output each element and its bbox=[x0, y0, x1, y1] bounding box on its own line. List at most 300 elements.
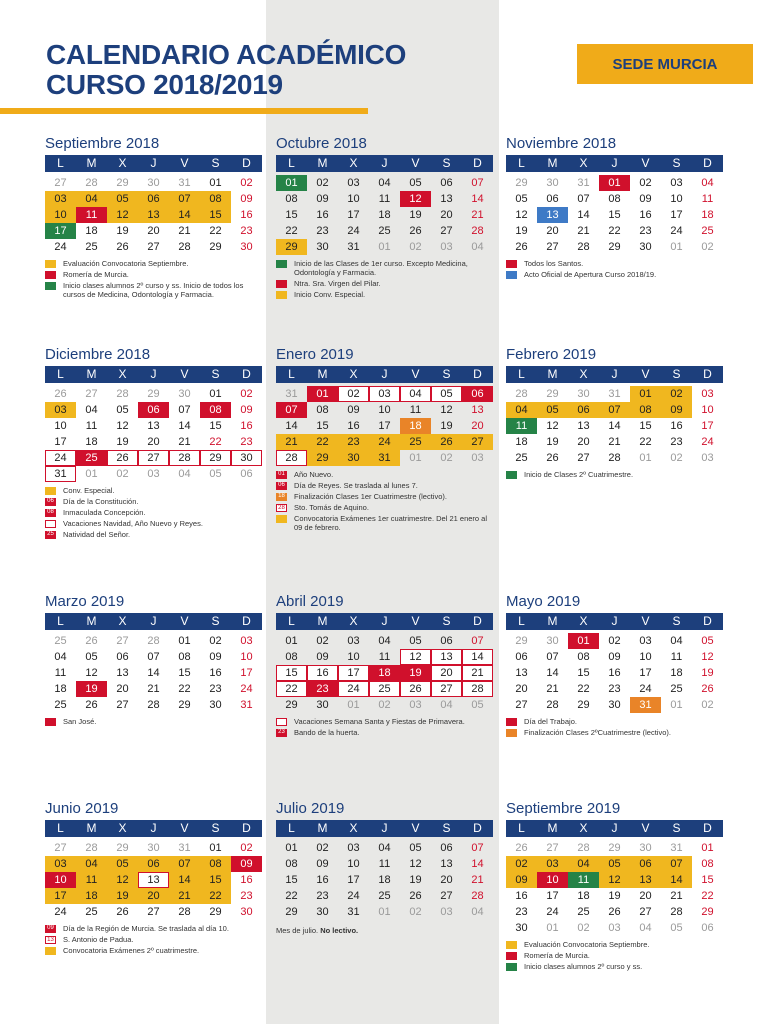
month-calendar bbox=[276, 135, 493, 301]
weekday-label: X bbox=[579, 367, 588, 381]
day-cell: 12 bbox=[107, 872, 138, 888]
day-cell: 30 bbox=[338, 450, 369, 466]
day-cell: 09 bbox=[661, 402, 692, 418]
day-cell: 14 bbox=[471, 858, 484, 870]
day-cell: 11 bbox=[378, 651, 391, 663]
day-cell: 26 bbox=[409, 225, 422, 237]
day-cell-outside: 01 bbox=[347, 699, 360, 711]
day-cell-outside: 02 bbox=[701, 241, 714, 253]
day-cell: 08 bbox=[200, 402, 231, 418]
day-cell-outside: 30 bbox=[639, 842, 652, 854]
weekday-label: L bbox=[57, 156, 64, 170]
day-cell: 04 bbox=[701, 177, 714, 189]
day-cell: 12 bbox=[546, 420, 559, 432]
day-cell: 07 bbox=[276, 402, 307, 418]
day-cell: 14 bbox=[471, 193, 484, 205]
weekday-label: X bbox=[118, 614, 127, 628]
weekday-label: M bbox=[547, 821, 558, 835]
day-cell: 27 bbox=[639, 906, 652, 918]
weekday-label: L bbox=[288, 614, 295, 628]
day-cell: 19 bbox=[76, 681, 107, 697]
weekday-label: V bbox=[180, 156, 189, 170]
legend-text: San José. bbox=[63, 717, 97, 726]
month-calendar bbox=[506, 135, 723, 281]
day-cell: 25 bbox=[378, 225, 391, 237]
day-cell: 22 bbox=[209, 436, 222, 448]
weekday-label: J bbox=[150, 614, 157, 628]
day-cell: 02 bbox=[639, 177, 652, 189]
legend-text: Natividad del Señor. bbox=[63, 530, 131, 539]
day-cell: 19 bbox=[107, 888, 138, 904]
day-cell: 14 bbox=[285, 420, 298, 432]
day-cell: 24 bbox=[670, 225, 683, 237]
day-cell: 21 bbox=[608, 436, 621, 448]
day-cell: 21 bbox=[178, 436, 191, 448]
day-cell: 11 bbox=[85, 420, 98, 432]
legend-text: Día de Reyes. Se traslada al lunes 7. bbox=[294, 481, 418, 490]
weekday-label: M bbox=[86, 614, 97, 628]
legend-item bbox=[45, 530, 262, 539]
day-cell-outside: 02 bbox=[378, 699, 391, 711]
month-legend bbox=[276, 717, 493, 737]
day-cell: 18 bbox=[515, 436, 528, 448]
day-cell: 19 bbox=[116, 436, 129, 448]
day-cell-outside: 03 bbox=[608, 922, 621, 934]
day-cell: 24 bbox=[546, 906, 559, 918]
day-cell: 26 bbox=[116, 906, 129, 918]
day-cell: 15 bbox=[200, 872, 231, 888]
day-cell: 13 bbox=[147, 420, 160, 432]
day-cell-outside: 02 bbox=[116, 468, 129, 480]
note-bold-text: No lectivo. bbox=[320, 926, 359, 935]
day-cell: 24 bbox=[54, 906, 67, 918]
weekday-label: M bbox=[317, 821, 328, 835]
day-cell-outside: 30 bbox=[577, 388, 590, 400]
day-cell: 20 bbox=[440, 209, 453, 221]
title-line-1: CALENDARIO ACADÉMICO bbox=[46, 39, 407, 70]
day-cell: 09 bbox=[240, 193, 253, 205]
day-cell: 16 bbox=[515, 890, 528, 902]
day-cell: 06 bbox=[116, 651, 129, 663]
legend-swatch bbox=[506, 271, 517, 279]
title-underline bbox=[0, 108, 368, 114]
weekday-label: D bbox=[703, 614, 712, 628]
weekday-header bbox=[276, 155, 493, 172]
legend-text: Convocatoria Exámenes 1er cuatrimestre. Del 21 enero al 09 de febrero. bbox=[294, 514, 488, 532]
legend-item bbox=[45, 508, 262, 517]
weekday-header bbox=[276, 820, 493, 837]
day-cell: 16 bbox=[670, 420, 683, 432]
day-cell: 23 bbox=[670, 436, 683, 448]
weekday-label: X bbox=[349, 821, 358, 835]
day-cell-outside: 01 bbox=[378, 906, 391, 918]
day-cell: 02 bbox=[209, 635, 222, 647]
day-grid bbox=[506, 386, 723, 466]
day-cell-outside: 05 bbox=[670, 922, 683, 934]
day-grid bbox=[45, 386, 262, 482]
weekday-label: L bbox=[518, 821, 525, 835]
legend-swatch bbox=[45, 947, 56, 955]
day-cell-outside: 29 bbox=[116, 842, 129, 854]
day-cell: 07 bbox=[169, 856, 200, 872]
day-cell: 03 bbox=[369, 386, 400, 402]
day-cell: 05 bbox=[409, 842, 422, 854]
day-cell: 16 bbox=[316, 209, 329, 221]
day-cell-outside: 02 bbox=[440, 452, 453, 464]
legend-swatch bbox=[276, 260, 287, 268]
legend-swatch bbox=[506, 963, 517, 971]
day-cell: 30 bbox=[639, 241, 652, 253]
day-cell: 15 bbox=[200, 207, 231, 223]
day-cell: 21 bbox=[462, 665, 493, 681]
day-cell-outside: 31 bbox=[178, 177, 191, 189]
day-cell: 03 bbox=[701, 388, 714, 400]
day-cell: 15 bbox=[577, 667, 590, 679]
weekday-label: D bbox=[242, 367, 251, 381]
day-cell: 27 bbox=[546, 241, 559, 253]
weekday-label: D bbox=[703, 156, 712, 170]
day-cell-outside: 29 bbox=[515, 177, 528, 189]
day-cell: 29 bbox=[200, 450, 231, 466]
day-cell: 21 bbox=[546, 683, 559, 695]
day-cell-outside: 27 bbox=[54, 177, 67, 189]
day-cell: 27 bbox=[462, 434, 493, 450]
legend-swatch bbox=[276, 515, 287, 523]
day-cell: 26 bbox=[546, 452, 559, 464]
day-cell-outside: 31 bbox=[670, 842, 683, 854]
legend-text: Inicio clases alumnos 2º curso y ss. Inicio de todos los cursos de Medicina, Odontología y Farmacia. bbox=[63, 281, 244, 299]
day-cell: 22 bbox=[178, 683, 191, 695]
day-cell: 11 bbox=[76, 872, 107, 888]
day-cell: 19 bbox=[701, 667, 714, 679]
day-cell: 29 bbox=[701, 906, 714, 918]
day-cell: 11 bbox=[54, 667, 67, 679]
day-cell-outside: 31 bbox=[577, 177, 590, 189]
day-cell: 13 bbox=[431, 649, 462, 665]
weekday-label: D bbox=[473, 614, 482, 628]
legend-text: Todos los Santos. bbox=[524, 259, 584, 268]
day-cell: 24 bbox=[338, 681, 369, 697]
day-cell-outside: 28 bbox=[147, 635, 160, 647]
legend-swatch bbox=[506, 260, 517, 268]
legend-swatch bbox=[506, 941, 517, 949]
day-cell-outside: 27 bbox=[85, 388, 98, 400]
legend-swatch bbox=[45, 271, 56, 279]
month-legend bbox=[45, 717, 262, 726]
day-grid bbox=[45, 840, 262, 920]
weekday-label: M bbox=[317, 156, 328, 170]
day-cell: 21 bbox=[147, 683, 160, 695]
day-cell: 03 bbox=[347, 635, 360, 647]
month-legend bbox=[276, 470, 493, 532]
weekday-label: V bbox=[641, 614, 650, 628]
weekday-label: L bbox=[288, 156, 295, 170]
day-cell: 10 bbox=[45, 207, 76, 223]
legend-text: Día de la Constitución. bbox=[63, 497, 139, 506]
day-cell-outside: 03 bbox=[409, 699, 422, 711]
day-cell: 17 bbox=[701, 420, 714, 432]
month-calendar bbox=[45, 346, 262, 541]
day-cell: 19 bbox=[409, 209, 422, 221]
day-cell: 04 bbox=[378, 177, 391, 189]
day-cell: 20 bbox=[440, 874, 453, 886]
day-cell: 07 bbox=[661, 856, 692, 872]
month-note bbox=[276, 926, 493, 935]
day-cell: 18 bbox=[369, 665, 400, 681]
legend-item bbox=[45, 270, 262, 279]
day-cell: 25 bbox=[76, 450, 107, 466]
weekday-label: M bbox=[86, 821, 97, 835]
day-cell: 26 bbox=[515, 241, 528, 253]
day-cell: 07 bbox=[178, 404, 191, 416]
day-cell: 25 bbox=[85, 906, 98, 918]
legend-item bbox=[506, 270, 723, 279]
day-cell: 30 bbox=[231, 450, 262, 466]
legend-item bbox=[506, 470, 723, 479]
day-cell: 08 bbox=[178, 651, 191, 663]
day-cell: 17 bbox=[240, 667, 253, 679]
day-grid bbox=[276, 386, 493, 466]
day-cell-outside: 28 bbox=[515, 388, 528, 400]
day-cell: 04 bbox=[76, 856, 107, 872]
weekday-label: V bbox=[641, 156, 650, 170]
weekday-label: X bbox=[118, 367, 127, 381]
day-cell: 24 bbox=[347, 225, 360, 237]
weekday-label: L bbox=[57, 367, 64, 381]
day-cell: 19 bbox=[400, 665, 431, 681]
day-cell: 19 bbox=[608, 890, 621, 902]
legend-text: Día del Trabajo. bbox=[524, 717, 577, 726]
day-cell: 06 bbox=[568, 402, 599, 418]
day-cell: 12 bbox=[400, 649, 431, 665]
day-cell: 02 bbox=[506, 856, 537, 872]
weekday-label: S bbox=[672, 614, 681, 628]
month-legend bbox=[45, 259, 262, 299]
day-cell: 17 bbox=[670, 209, 683, 221]
day-cell: 03 bbox=[347, 177, 360, 189]
day-grid bbox=[506, 633, 723, 713]
day-cell: 29 bbox=[209, 241, 222, 253]
day-cell: 14 bbox=[577, 209, 590, 221]
weekday-label: M bbox=[317, 614, 328, 628]
day-cell: 08 bbox=[285, 193, 298, 205]
day-cell: 29 bbox=[285, 699, 298, 711]
legend-swatch bbox=[45, 260, 56, 268]
weekday-label: S bbox=[442, 367, 451, 381]
day-cell: 27 bbox=[440, 225, 453, 237]
day-cell: 11 bbox=[701, 193, 714, 205]
day-cell: 15 bbox=[639, 420, 652, 432]
day-cell-outside: 04 bbox=[471, 241, 484, 253]
day-cell: 31 bbox=[45, 466, 76, 482]
day-cell: 08 bbox=[285, 651, 298, 663]
day-cell: 15 bbox=[276, 665, 307, 681]
day-cell: 01 bbox=[701, 842, 714, 854]
day-cell: 03 bbox=[537, 856, 568, 872]
day-cell: 19 bbox=[515, 225, 528, 237]
legend-swatch bbox=[506, 952, 517, 960]
weekday-label: X bbox=[579, 821, 588, 835]
weekday-label: V bbox=[641, 821, 650, 835]
weekday-label: D bbox=[242, 156, 251, 170]
legend-swatch: 18 bbox=[276, 493, 287, 501]
day-cell: 01 bbox=[285, 842, 298, 854]
day-cell-outside: 03 bbox=[701, 452, 714, 464]
day-cell: 25 bbox=[378, 890, 391, 902]
day-cell: 31 bbox=[347, 906, 360, 918]
weekday-label: M bbox=[547, 367, 558, 381]
month-legend bbox=[506, 717, 723, 737]
weekday-label: M bbox=[86, 156, 97, 170]
day-cell: 23 bbox=[240, 436, 253, 448]
weekday-label: M bbox=[317, 367, 328, 381]
day-cell: 20 bbox=[147, 436, 160, 448]
legend-text: Vacaciones Semana Santa y Fiestas de Primavera. bbox=[294, 717, 465, 726]
day-cell: 04 bbox=[400, 386, 431, 402]
weekday-label: D bbox=[473, 367, 482, 381]
day-cell: 09 bbox=[316, 651, 329, 663]
legend-item bbox=[45, 519, 262, 528]
day-cell: 27 bbox=[138, 450, 169, 466]
day-cell: 05 bbox=[431, 386, 462, 402]
day-cell: 18 bbox=[701, 209, 714, 221]
day-cell-outside: 29 bbox=[546, 388, 559, 400]
day-cell: 11 bbox=[378, 193, 391, 205]
legend-item bbox=[45, 946, 262, 955]
day-cell: 10 bbox=[347, 651, 360, 663]
day-cell: 13 bbox=[138, 872, 169, 888]
day-cell: 11 bbox=[506, 418, 537, 434]
month-calendar bbox=[276, 800, 493, 935]
day-cell: 06 bbox=[138, 856, 169, 872]
day-cell: 25 bbox=[85, 241, 98, 253]
day-cell: 07 bbox=[147, 651, 160, 663]
day-cell: 26 bbox=[608, 906, 621, 918]
legend-text: Inicio de Clases 2º Cuatrimestre. bbox=[524, 470, 634, 479]
day-cell: 10 bbox=[45, 872, 76, 888]
day-cell: 18 bbox=[577, 890, 590, 902]
day-cell-outside: 03 bbox=[147, 468, 160, 480]
legend-text: Romería de Murcia. bbox=[524, 951, 590, 960]
day-cell: 02 bbox=[338, 386, 369, 402]
day-cell: 24 bbox=[369, 434, 400, 450]
day-cell-outside: 03 bbox=[440, 241, 453, 253]
day-cell: 05 bbox=[409, 177, 422, 189]
weekday-header bbox=[506, 820, 723, 837]
day-cell: 28 bbox=[147, 699, 160, 711]
day-cell: 09 bbox=[209, 651, 222, 663]
weekday-label: M bbox=[547, 614, 558, 628]
weekday-label: X bbox=[118, 821, 127, 835]
day-cell: 13 bbox=[138, 207, 169, 223]
weekday-label: J bbox=[611, 614, 618, 628]
day-cell-outside: 31 bbox=[608, 388, 621, 400]
day-cell-outside: 30 bbox=[147, 842, 160, 854]
legend-text: Finalización Clases 1er Cuatrimestre (lectivo). bbox=[294, 492, 447, 501]
day-cell: 16 bbox=[240, 420, 253, 432]
weekday-label: D bbox=[242, 821, 251, 835]
day-cell: 17 bbox=[639, 667, 652, 679]
day-cell: 22 bbox=[209, 225, 222, 237]
day-cell: 12 bbox=[400, 191, 431, 207]
legend-text: Evaluación Convocatoria Septiembre. bbox=[63, 259, 189, 268]
legend-text: Convocatoria Exámenes 2º cuatrimestre. bbox=[63, 946, 200, 955]
day-cell: 20 bbox=[639, 890, 652, 902]
day-cell: 16 bbox=[608, 667, 621, 679]
month-legend bbox=[45, 486, 262, 539]
day-cell: 24 bbox=[347, 890, 360, 902]
day-cell: 20 bbox=[138, 888, 169, 904]
day-grid bbox=[276, 633, 493, 713]
day-cell: 11 bbox=[670, 651, 683, 663]
day-cell: 10 bbox=[347, 193, 360, 205]
day-cell-outside: 30 bbox=[546, 635, 559, 647]
day-cell: 08 bbox=[701, 858, 714, 870]
legend-text: Romería de Murcia. bbox=[63, 270, 129, 279]
day-cell: 10 bbox=[378, 404, 391, 416]
weekday-label: X bbox=[579, 614, 588, 628]
day-cell: 20 bbox=[577, 436, 590, 448]
weekday-label: J bbox=[381, 367, 388, 381]
day-cell: 13 bbox=[471, 404, 484, 416]
month-legend bbox=[45, 924, 262, 955]
weekday-label: X bbox=[349, 614, 358, 628]
month-name: Septiembre 2018 bbox=[45, 135, 160, 152]
day-cell: 06 bbox=[138, 402, 169, 418]
day-cell: 20 bbox=[147, 225, 160, 237]
weekday-header bbox=[506, 155, 723, 172]
day-cell-outside: 05 bbox=[471, 699, 484, 711]
day-cell-outside: 02 bbox=[701, 699, 714, 711]
legend-item bbox=[276, 259, 493, 277]
day-cell: 23 bbox=[515, 906, 528, 918]
day-cell: 18 bbox=[400, 418, 431, 434]
legend-swatch bbox=[276, 718, 287, 726]
weekday-label: J bbox=[150, 821, 157, 835]
legend-text: Inmaculada Concepción. bbox=[63, 508, 146, 517]
day-cell: 28 bbox=[178, 241, 191, 253]
day-cell: 16 bbox=[639, 209, 652, 221]
day-cell: 23 bbox=[316, 890, 329, 902]
day-cell: 03 bbox=[240, 635, 253, 647]
legend-swatch: 13 bbox=[45, 936, 56, 944]
weekday-header bbox=[45, 366, 262, 383]
legend-swatch: 09 bbox=[45, 925, 56, 933]
legend-swatch bbox=[276, 291, 287, 299]
weekday-label: S bbox=[211, 614, 220, 628]
day-cell: 23 bbox=[240, 225, 253, 237]
day-cell: 26 bbox=[400, 681, 431, 697]
legend-item bbox=[506, 717, 723, 726]
legend-text: Día de la Región de Murcia. Se traslada al día 10. bbox=[63, 924, 229, 933]
day-cell: 23 bbox=[316, 225, 329, 237]
day-cell: 02 bbox=[316, 177, 329, 189]
day-cell: 22 bbox=[200, 888, 231, 904]
day-cell: 14 bbox=[169, 872, 200, 888]
day-cell: 22 bbox=[639, 436, 652, 448]
weekday-label: L bbox=[57, 614, 64, 628]
weekday-header bbox=[506, 613, 723, 630]
month-name: Marzo 2019 bbox=[45, 593, 125, 610]
weekday-header bbox=[45, 155, 262, 172]
legend-item bbox=[45, 486, 262, 495]
day-cell: 15 bbox=[209, 420, 222, 432]
day-cell: 10 bbox=[701, 404, 714, 416]
day-cell: 04 bbox=[568, 856, 599, 872]
month-legend bbox=[506, 940, 723, 971]
weekday-header bbox=[45, 820, 262, 837]
day-cell: 27 bbox=[577, 452, 590, 464]
